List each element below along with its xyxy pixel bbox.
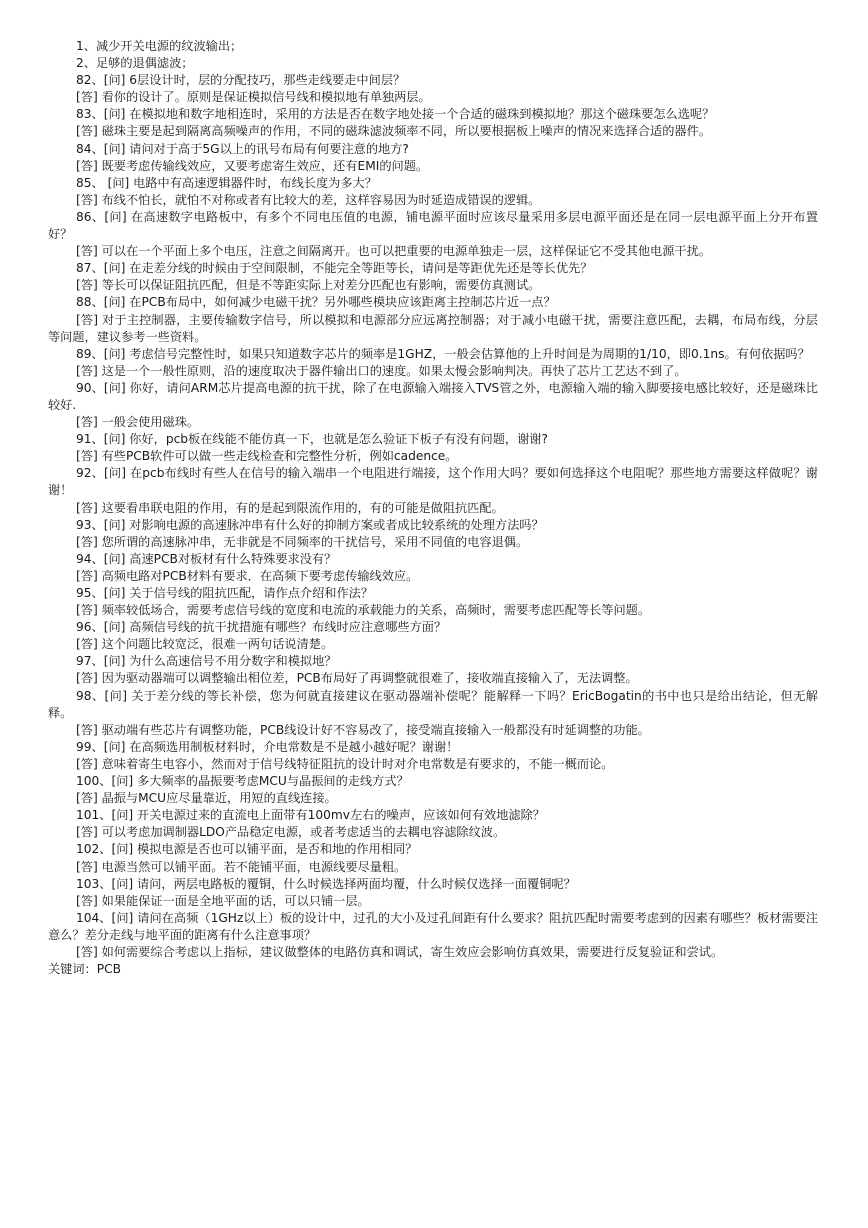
paragraph: [答] 可以在一个平面上多个电压，注意之间隔离开。也可以把重要的电源单独走一层，这样保证它不受其他电源干扰。: [76, 244, 711, 259]
paragraph: 100、[问] 多大频率的晶振要考虑MCU与晶振间的走线方式？: [76, 774, 409, 789]
paragraph: 84、[问] 请问对于高于5G以上的讯号布局有何要注意的地方?: [76, 141, 409, 156]
paragraph: [答] 可以考虑加调制器LDO产品稳定电源，或者考虑适当的去耦电容滤除纹波。: [76, 825, 506, 840]
paragraph: 94、[问] 高速PCB对板材有什么特殊要求没有？: [76, 551, 337, 566]
paragraph: [答] 磁珠主要是起到隔离高频噪声的作用，不同的磁珠滤波频率不同，所以要根据板上噪声的情况来选择合适的器件。: [76, 124, 711, 139]
paragraph: [答] 有些PCB软件可以做一些走线检查和完整性分析，例如cadence。: [76, 449, 458, 464]
paragraph: [答] 驱动端有些芯片有调整功能，PCB线设计好不容易改了，接受端直接输入一般都没有时延调整的功能。: [76, 722, 650, 737]
paragraph: [答] 这要看串联电阻的作用，有的是起到限流作用的，有的可能是做阻抗匹配。: [76, 500, 504, 515]
paragraph: 2、足够的退偶滤波；: [76, 56, 194, 71]
paragraph: [答] 这是一个一般性原则，沿的速度取决于器件输出口的速度。如果太慢会影响判决。再快了芯片工艺达不到了。: [76, 363, 687, 378]
paragraph: 95、[问] 关于信号线的阻抗匹配，请作点介绍和作法？: [76, 586, 374, 600]
paragraph: 82、[问] 6层设计时，层的分配技巧，那些走线要走中间层？: [76, 73, 406, 88]
paragraph: [答] 对于主控制器，主要传输数字信号，所以模拟和电源部分应远离控制器；对于减小电磁干扰，需要注意匹配，去耦，布局布线，分层等问题，建议参考一些资料。: [48, 312, 818, 344]
paragraph: [答] 布线不怕长，就怕不对称或者有比较大的差，这样容易因为时延造成错误的逻辑。: [76, 192, 541, 207]
paragraph: 93、[问] 对影响电源的高速脉冲串有什么好的抑制方案或者成比较系统的处理方法吗？: [76, 517, 544, 532]
paragraph: [答] 等长可以保证阻抗匹配，但是不等距实际上对差分匹配也有影响，需要仿真测试。: [76, 278, 541, 293]
paragraph: 92、[问] 在pcb布线时有些人在信号的输入端串一个电阻进行端接，这个作用大吗？要如何选择这个电阻呢？那些地方需要这样做呢？谢谢！: [48, 466, 818, 498]
paragraph: 90、[问] 你好，请问ARM芯片提高电源的抗干扰，除了在电源输入端接入TVS管之外，电源输入端的输入脚要接电感比较好，还是磁珠比较好.: [48, 380, 818, 412]
paragraph: [答] 看你的设计了。原则是保证模拟信号线和模拟地有单独两层。: [76, 90, 431, 105]
paragraph: 103、[问] 请问，两层电路板的覆铜，什么时候选择两面均覆，什么时候仅选择一面覆铜呢？: [76, 876, 576, 891]
paragraph: [答] 意味着寄生电容小，然而对于信号线特征阻抗的设计时对介电常数是有要求的，不能一概而论。: [76, 756, 614, 771]
paragraph: 99、[问] 在高频选用制板材料时，介电常数是不是越小越好呢？谢谢！: [76, 739, 459, 754]
paragraph: 88、[问] 在PCB布局中，如何减少电磁干扰？另外哪些模块应该距离主控制芯片近一点？: [76, 295, 556, 310]
paragraph: [答] 电源当然可以铺平面。若不能铺平面，电源线要尽量粗。: [76, 859, 407, 874]
paragraph: 86、[问] 在高速数字电路板中，有多个不同电压值的电源，铺电源平面时应该尽量采用多层电源平面还是在同一层电源平面上分开布置好？: [48, 209, 818, 242]
paragraph: 87、[问] 在走差分线的时候由于空间限制，不能完全等距等长，请问是等距优先还是等长优先？: [76, 261, 593, 276]
paragraph: [答] 晶振与MCU应尽量靠近，用短的直线连接。: [76, 791, 337, 806]
paragraph: [答] 一般会使用磁珠。: [76, 415, 200, 430]
paragraph: [答] 如何需要综合考虑以上指标，建议做整体的电路仿真和调试，寄生效应会影响仿真效果，需要进行反复验证和尝试。: [76, 944, 724, 959]
paragraph: [答] 高频电路对PCB材料有要求．在高频下要考虑传输线效应。: [76, 568, 419, 583]
document-body: [48, 38, 818, 978]
paragraph: 89、[问] 考虑信号完整性时，如果只知道数字芯片的频率是1GHZ，一般会估算他的上升时间是为周期的1/10，即0.1ns。有何依据吗？: [76, 346, 810, 361]
keywords-line: 关键词：PCB: [48, 962, 121, 977]
paragraph: [答] 既要考虑传输线效应，又要考虑寄生效应，还有EMI的问题。: [76, 158, 429, 173]
paragraph: [答] 这个问题比较宽泛，很难一两句话说清楚。: [76, 637, 334, 652]
paragraph: 96、[问] 高频信号线的抗干扰措施有哪些？布线时应注意哪些方面？: [76, 620, 447, 635]
paragraph: [答] 因为驱动器端可以调整输出相位差，PCB布局好了再调整就很难了，接收端直接输入了，无法调整。: [76, 671, 638, 686]
paragraph: 97、[问] 为什么高速信号不用分数字和模拟地？: [76, 654, 337, 669]
paragraph: 85、 [问] 电路中有高速逻辑器件时，布线长度为多大？: [76, 175, 377, 190]
paragraph: 83、[问] 在模拟地和数字地相连时，采用的方法是否在数字地处接一个合适的磁珠到模拟地？那这个磁珠要怎么选呢？: [76, 107, 715, 122]
paragraph: [答] 如果能保证一面是全地平面的话，可以只铺一层。: [76, 893, 370, 908]
paragraph: 1、减少开关电源的纹波输出；: [76, 39, 243, 53]
paragraph: 101、[问] 开关电源过来的直流电上面带有100mv左右的噪声，应该如何有效地滤除？: [76, 808, 545, 823]
paragraph: 91、[问] 你好，pcb板在线能不能仿真一下，也就是怎么验证下板子有没有问题，谢谢?: [76, 432, 548, 447]
paragraph: [答] 频率较低场合，需要考虑信号线的宽度和电流的承载能力的关系，高频时，需要考虑匹配等长等问题。: [76, 603, 651, 618]
paragraph: [答] 您所谓的高速脉冲串，无非就是不同频率的干扰信号，采用不同值的电容退偶。: [76, 534, 529, 549]
paragraph: 102、[问] 模拟电源是否也可以铺平面，是否和地的作用相同？: [76, 842, 418, 857]
paragraph: 104、[问] 请问在高频（1GHz以上）板的设计中，过孔的大小及过孔间距有什么要求？阻抗匹配时需要考虑到的因素有哪些？板材需要注意么？差分走线与地平面的距离有什么注意事项？: [48, 910, 818, 942]
paragraph: 98、[问] 关于差分线的等长补偿，您为何就直接建议在驱动器端补偿呢？能解释一下吗？EricBogatin的书中也只是给出结论，但无解释。: [48, 688, 818, 720]
